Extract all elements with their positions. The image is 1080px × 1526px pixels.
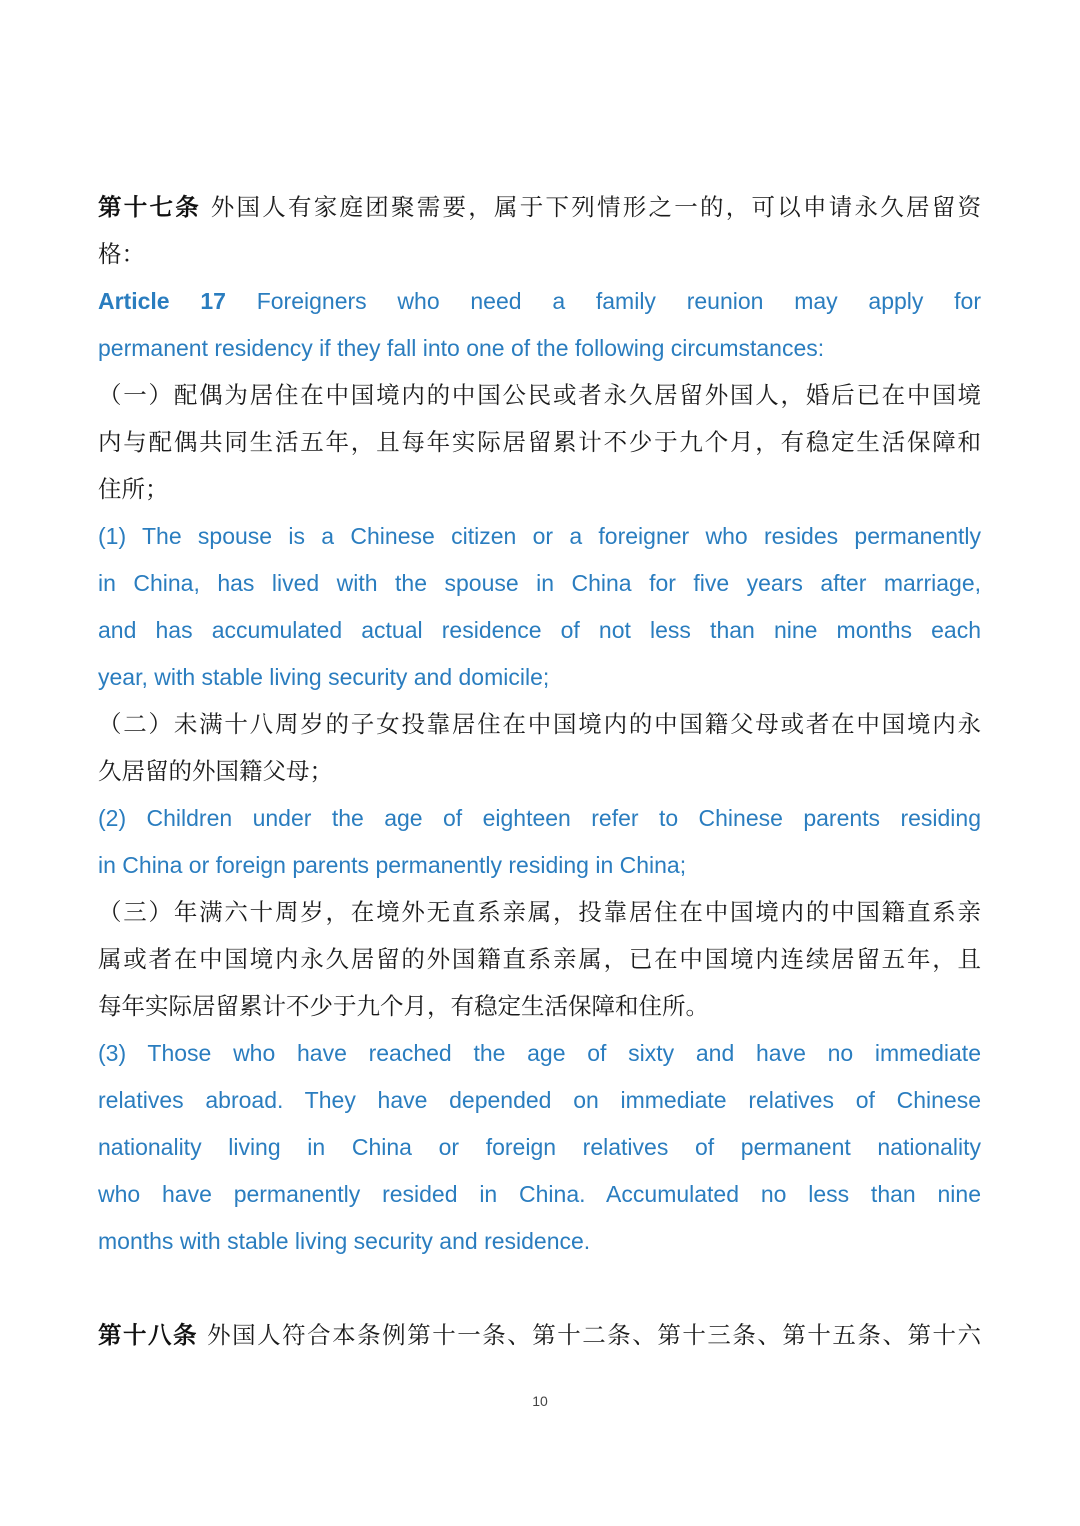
- text-line: [98, 1312, 981, 1359]
- line-text: 内与配偶共同生活五年，且每年实际居留累计不少于九个月，有稳定生活保障和: [98, 428, 981, 456]
- text-line: [98, 419, 981, 466]
- text-line: [98, 325, 981, 372]
- page-number: 10: [532, 1393, 548, 1409]
- article-number: 第十七条: [98, 193, 202, 221]
- line-text: (1) The spouse is a Chinese citizen or a foreigner who resides permanently: [98, 523, 981, 549]
- line-text: relatives abroad. They have depended on immediate relatives of Chinese: [98, 1087, 981, 1113]
- line-text: （二）未满十八周岁的子女投靠居住在中国境内的中国籍父母或者在中国境内永: [98, 710, 981, 738]
- text-line: [98, 1171, 981, 1218]
- text-line: [98, 748, 981, 795]
- chinese-paragraph: [98, 1312, 981, 1359]
- chinese-paragraph: [98, 701, 981, 795]
- line-text: in China, has lived with the spouse in China for five years after marriage,: [98, 570, 981, 596]
- line-text: (3) Those who have reached the age of sixty and have no immediate: [98, 1040, 981, 1066]
- line-text: permanent residency if they fall into one of the following circumstances:: [98, 335, 825, 361]
- line-text: Foreigners who need a family reunion may apply for: [256, 288, 982, 314]
- paragraph-gap: [98, 1265, 981, 1312]
- line-text: 属或者在中国境内永久居留的外国籍直系亲属，已在中国境内连续居留五年，且: [98, 945, 981, 973]
- text-line: [98, 701, 981, 748]
- text-line: [98, 372, 981, 419]
- text-line: [98, 1218, 981, 1265]
- text-line: [98, 1124, 981, 1171]
- article-number: Article 17: [98, 288, 226, 314]
- chinese-paragraph: [98, 372, 981, 513]
- line-text: 格：: [98, 240, 145, 268]
- text-line: [98, 607, 981, 654]
- line-text: months with stable living security and residence.: [98, 1228, 591, 1254]
- text-line: [98, 842, 981, 889]
- line-text: and has accumulated actual residence of not less than nine months each: [98, 617, 981, 643]
- chinese-paragraph: [98, 184, 981, 278]
- english-paragraph: [98, 1030, 981, 1265]
- text-line: [98, 889, 981, 936]
- line-text: nationality living in China or foreign relatives of permanent nationality: [98, 1134, 981, 1160]
- text-line: [98, 560, 981, 607]
- text-line: [98, 654, 981, 701]
- text-line: [98, 466, 981, 513]
- text-line: [98, 795, 981, 842]
- text-line: [98, 184, 981, 231]
- text-line: [98, 231, 981, 278]
- line-text: （一）配偶为居住在中国境内的中国公民或者永久居留外国人，婚后已在中国境: [98, 381, 981, 409]
- text-line: [98, 936, 981, 983]
- text-line: [98, 983, 981, 1030]
- article-number: 第十八条: [98, 1321, 199, 1349]
- english-paragraph: [98, 795, 981, 889]
- line-text: 每年实际居留累计不少于九个月，有稳定生活保障和住所。: [98, 992, 709, 1020]
- text-line: [98, 513, 981, 560]
- line-text: (2) Children under the age of eighteen refer to Chinese parents residing: [98, 805, 981, 831]
- english-paragraph: [98, 278, 981, 372]
- line-text: 住所；: [98, 475, 169, 503]
- line-text: 久居留的外国籍父母；: [98, 757, 333, 785]
- line-text: who have permanently resided in China. Accumulated no less than nine: [98, 1181, 981, 1207]
- line-text: 外国人有家庭团聚需要，属于下列情形之一的，可以申请永久居留资: [210, 193, 982, 221]
- line-text: （三）年满六十周岁，在境外无直系亲属，投靠居住在中国境内的中国籍直系亲: [98, 898, 981, 926]
- chinese-paragraph: [98, 889, 981, 1030]
- line-text: in China or foreign parents permanently residing in China;: [98, 852, 687, 878]
- text-line: [98, 278, 981, 325]
- text-line: [98, 1077, 981, 1124]
- line-text: year, with stable living security and domicile;: [98, 664, 550, 690]
- line-text: 外国人符合本条例第十一条、第十二条、第十三条、第十五条、第十六: [207, 1321, 982, 1349]
- document-body: [98, 184, 981, 1359]
- english-paragraph: [98, 513, 981, 701]
- text-line: [98, 1030, 981, 1077]
